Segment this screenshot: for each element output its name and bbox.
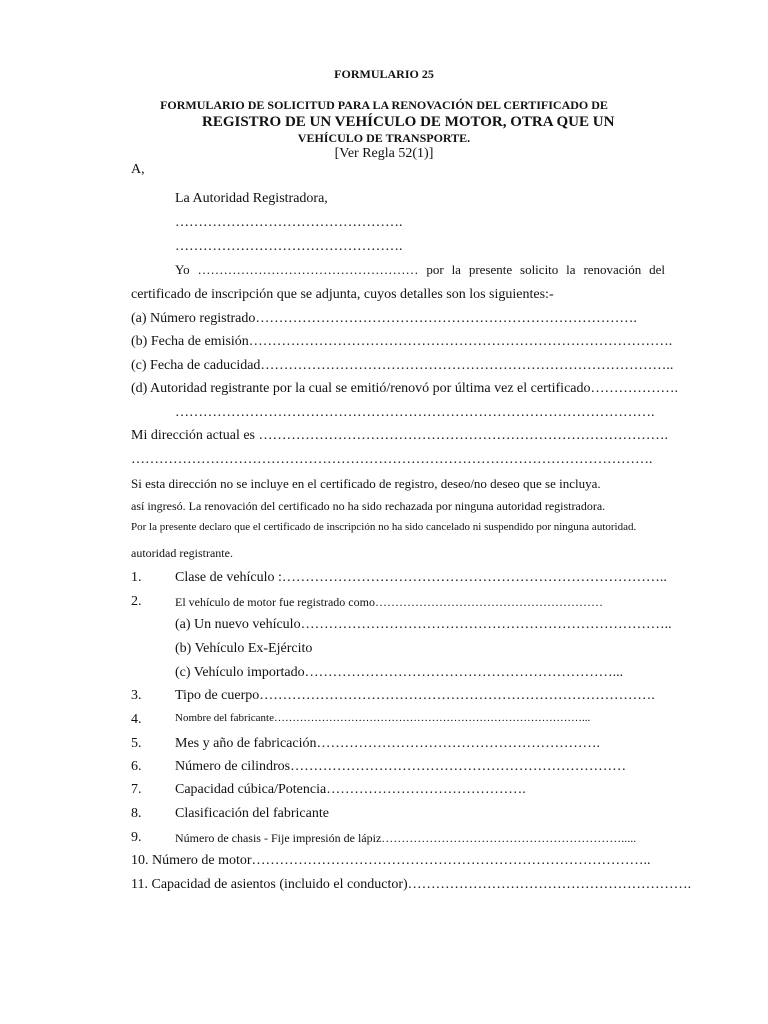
seating-capacity: 11. Capacidad de asientos (incluido el conductor)……………………………………………………. — [131, 877, 692, 892]
engine-number: 10. Número de motor………………………………………………………………………….. — [131, 853, 651, 868]
authority-dots-2: …………………………………………. — [175, 239, 403, 254]
detail-last-authority: (d) Autoridad registrante por la cual se emitió/renovó por última vez el certificado………………. — [131, 381, 678, 396]
rule-reference: [Ver Regla 52(1)] — [334, 146, 434, 161]
item-number: 1. — [131, 570, 142, 585]
applicant-name-dots: …………………………………………… — [197, 262, 419, 277]
form-title-line3: VEHÍCULO DE TRANSPORTE. — [297, 131, 471, 145]
form-title-line2: REGISTRO DE UN VEHÍCULO DE MOTOR, OTRA QUE UN — [202, 114, 615, 130]
manufacturer-name: Nombre del fabricante…………………………………………………………………………... — [175, 712, 591, 724]
manufacturer-classification: Clasificación del fabricante — [175, 806, 329, 821]
vehicle-class: Clase de vehículo :……………………………………………………………………….. — [175, 570, 667, 585]
intro-word: por — [426, 262, 444, 277]
item-number: 2. — [131, 594, 142, 609]
declaration-not-cancelled: Por la presente declaro que el certificado de inscripción no ha sido cancelado ni suspendido por ninguna autoridad. — [131, 521, 637, 533]
body-type: Tipo de cuerpo…………………………………………………………………………. — [175, 688, 655, 703]
item-number: 3. — [131, 688, 142, 703]
declaration-not-rejected: así ingresó. La renovación del certificado no ha sido rechazada por ninguna autoridad registradora. — [131, 499, 606, 513]
manufacture-month-year: Mes y año de fabricación……………………………………………………. — [175, 736, 600, 751]
registering-authority: La Autoridad Registradora, — [175, 191, 328, 206]
applicant-yo: Yo — [175, 262, 190, 277]
intro-word: renovación — [583, 262, 642, 277]
detail-last-authority-dots: …………………………………………………………………………………………. — [175, 405, 655, 420]
option-ex-army-vehicle: (b) Vehículo Ex-Ejército — [175, 641, 313, 656]
detail-issue-date: (b) Fecha de emisión………………………………………………………………………………. — [131, 334, 673, 349]
form-title-line1: FORMULARIO DE SOLICITUD PARA LA RENOVACIÓN DEL CERTIFICADO DE — [160, 98, 608, 112]
intro-word: solicito — [520, 262, 559, 277]
intro-word: la — [451, 262, 461, 277]
item-number: 6. — [131, 759, 142, 774]
applicant-line — [175, 263, 665, 276]
item-number: 5. — [131, 736, 142, 751]
item-number: 4. — [131, 712, 142, 727]
intro-word: del — [649, 262, 665, 277]
declaration-address: Si esta dirección no se incluye en el certificado de registro, deseo/no deseo que se incluya. — [131, 476, 601, 491]
declaration-registering-authority: autoridad registrante. — [131, 546, 233, 560]
cubic-capacity-power: Capacidad cúbica/Potencia……………………………………. — [175, 782, 526, 797]
option-new-vehicle: (a) Un nuevo vehículo…………………………………………………………………….. — [175, 617, 672, 632]
item-number: 8. — [131, 806, 142, 821]
chassis-number: Número de chasis - Fije impresión de lápiz……………………………………………………..... — [175, 831, 637, 845]
item-number: 9. — [131, 830, 142, 845]
cylinder-count: Número de cilindros……………………………………………………………… — [175, 759, 627, 774]
detail-expiry-date: (c) Fecha de caducidad…………………………………………………………………………….. — [131, 358, 674, 373]
intro-word: la — [566, 262, 576, 277]
item-number: 7. — [131, 782, 142, 797]
registered-as: El vehículo de motor fue registrado como………………………………………………… — [175, 595, 603, 609]
current-address: Mi dirección actual es ……………………………………………………………………………. — [131, 428, 669, 443]
intro-continuation: certificado de inscripción que se adjunta, cuyos detalles son los siguientes:- — [131, 287, 554, 302]
current-address-dots: …………………………………………………………………………………………………. — [131, 452, 653, 467]
intro-word: presente — [468, 262, 513, 277]
authority-dots-1: …………………………………………. — [175, 215, 403, 230]
addressee-to: A, — [131, 162, 145, 177]
form-number: FORMULARIO 25 — [334, 67, 434, 81]
option-imported-vehicle: (c) Vehículo importado…………………………………………………………... — [175, 665, 624, 680]
detail-registered-number: (a) Número registrado………………………………………………………………………. — [131, 311, 637, 326]
